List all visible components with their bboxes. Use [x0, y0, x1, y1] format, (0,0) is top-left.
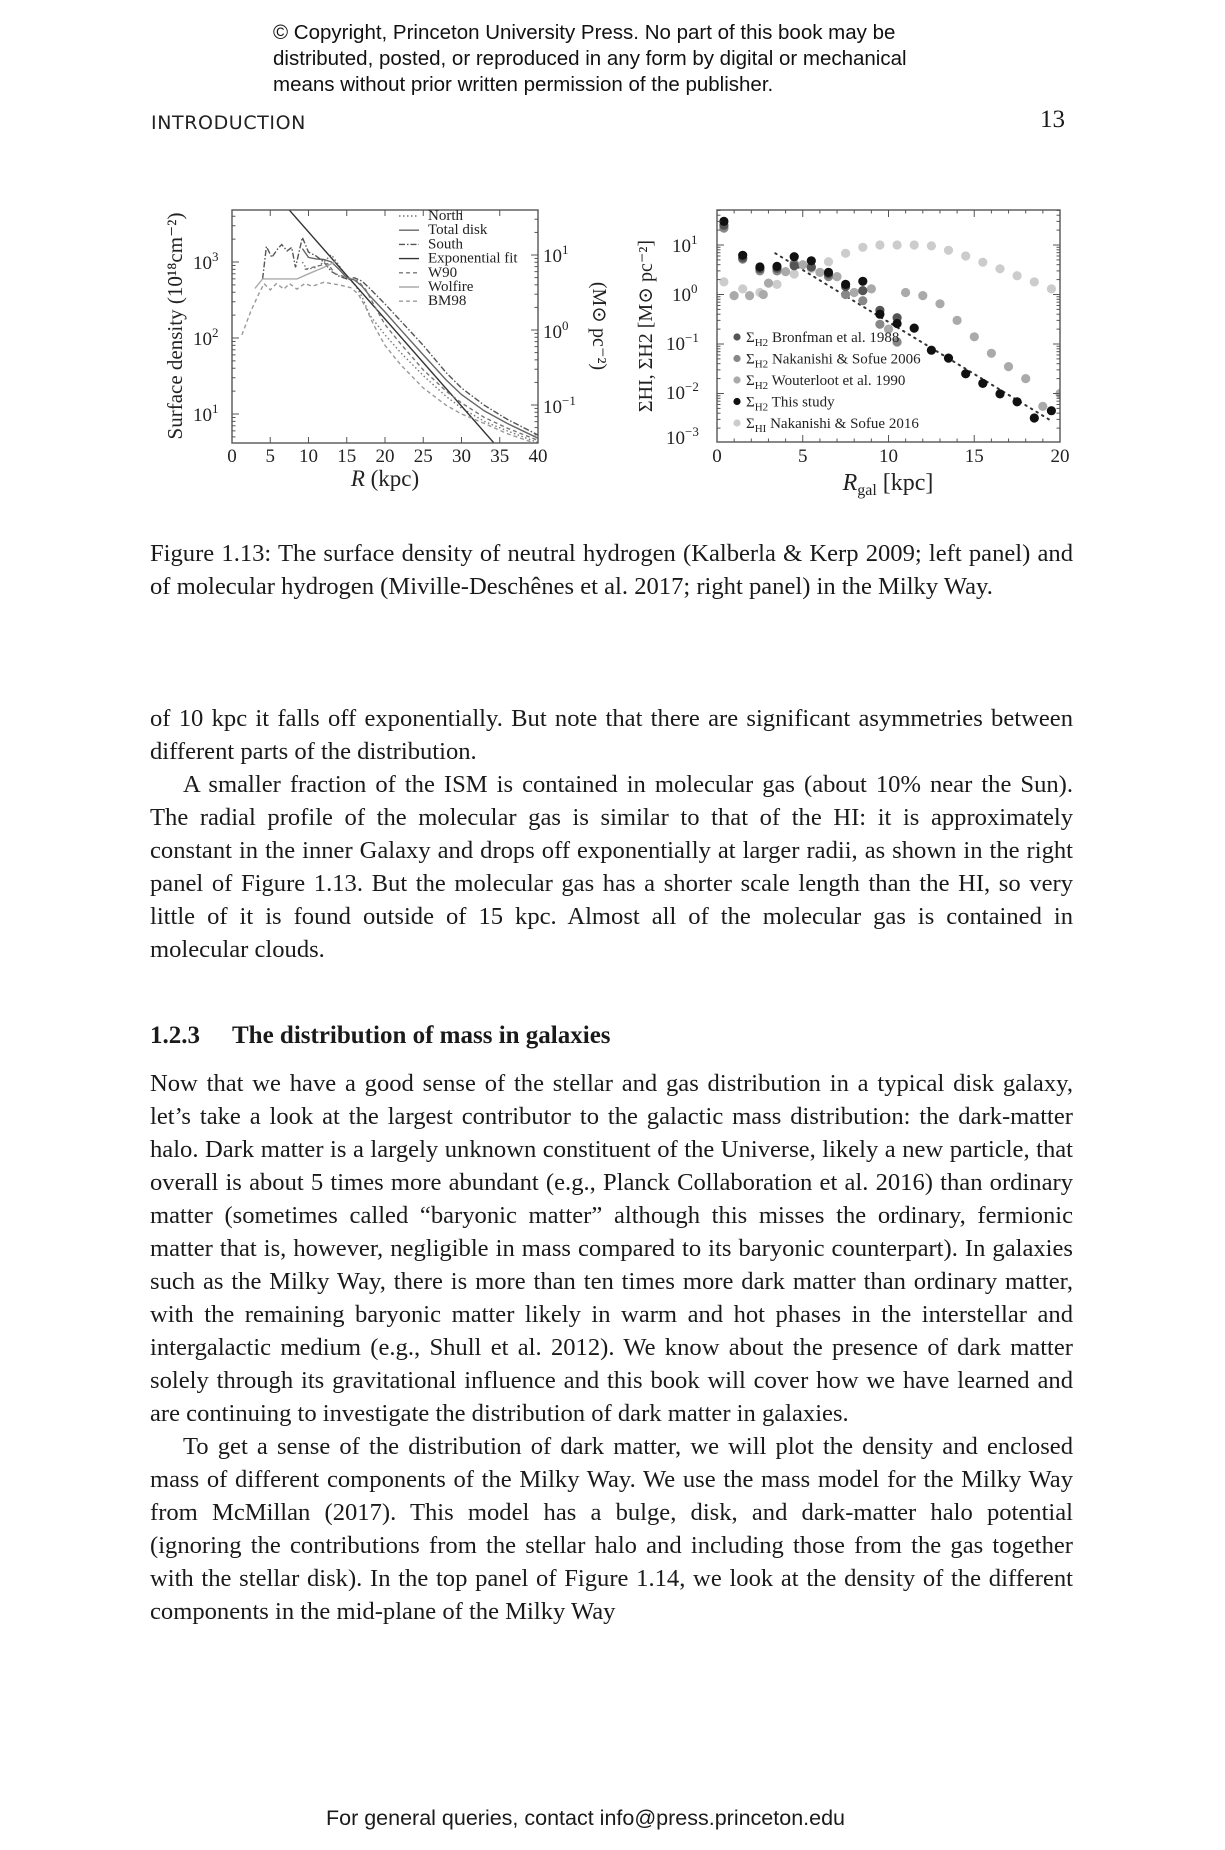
data-point [987, 349, 996, 358]
right-xlabel: $R_{gal}$ [kpc] [842, 470, 934, 499]
data-point [755, 262, 764, 271]
figure-caption [150, 537, 1073, 603]
section-heading [150, 1022, 611, 1050]
data-point [995, 264, 1004, 273]
svg-text:10−3: $10^{-3}$ [666, 424, 699, 449]
data-point [910, 324, 919, 333]
svg-text:0: 0 [712, 446, 722, 467]
svg-text:5: 5 [265, 446, 275, 467]
data-point [875, 320, 884, 329]
data-point [1004, 362, 1013, 371]
data-point [910, 240, 919, 249]
svg-text:101: $10^1$ [543, 242, 569, 267]
data-point [1021, 374, 1030, 383]
svg-text:35: 35 [490, 446, 510, 467]
data-point [1013, 271, 1022, 280]
data-point [745, 291, 754, 300]
data-point [790, 261, 799, 270]
data-point [978, 258, 987, 267]
section-number: 1.2.3 [150, 1022, 200, 1049]
svg-text:100: $10^0$ [672, 281, 698, 306]
right-ytick-labels [666, 232, 699, 449]
paragraph-2: A smaller fraction of the ISM is contained in molecular gas (about 10% near the Sun). The radial profile of the molecular gas is similar to that of the HI: it is approximately constant in the inner Galaxy and drops off exponentially at larger radii, as shown in the right panel of Figure 1.13. But the molecular gas has a shorter scale length than the HI, so very little of it is found outside of 15 kpc. Almost all of the molecular gas is contained in molecular clouds. [150, 771, 1073, 963]
data-point [1030, 413, 1039, 422]
svg-text:ΣHI Nakanishi & Sofue 2016: $\Sigma_{HI}$ Nakanishi & Sofue 2016 [746, 416, 919, 435]
data-point [790, 252, 799, 261]
left-ylabel-right: (M⊙ pc⁻²) [588, 281, 610, 371]
data-point [927, 241, 936, 250]
data-point [832, 272, 841, 281]
svg-text:20: 20 [375, 446, 395, 467]
svg-text:10−1: $10^{-1}$ [666, 330, 699, 355]
left-curves [242, 210, 538, 444]
svg-text:BM98: BM98 [428, 293, 467, 310]
right-ylabel: ΣHI, ΣH2 [M⊙ pc⁻²] [635, 239, 657, 413]
data-point [1013, 397, 1022, 406]
running-head: INTRODUCTION [151, 112, 306, 134]
svg-text:101: $10^1$ [193, 401, 219, 426]
svg-text:25: 25 [413, 446, 433, 467]
left-legend [399, 208, 518, 309]
left-ylabel: Surface density (10¹⁸cm⁻²) [163, 212, 187, 440]
data-point [858, 286, 867, 295]
svg-text:10: 10 [299, 446, 318, 467]
curve-total-disk [302, 249, 538, 439]
data-point [730, 291, 739, 300]
data-point [961, 251, 970, 260]
svg-text:10−1: $10^{-1}$ [543, 393, 576, 418]
data-point [798, 260, 807, 269]
svg-text:North: North [428, 208, 463, 224]
data-point [953, 316, 962, 325]
data-point [738, 251, 747, 260]
svg-text:10−2: $10^{-2}$ [666, 379, 699, 404]
paragraph-3: Now that we have a good sense of the stellar and gas distribution in a typical disk galaxy, let’s take a look at the largest contributor to the galactic mass distribution: the dark-matter halo. Dark matter is a largely unknown constituent of the Universe, likely a new particle, that overall is about 5 times more abundant (e.g., Planck Collaboration et al. 2016) than ordinary matter (sometimes called “baryonic matter” although this misses the ordinary, fermionic matter that is, however, negligible in mass compared to its baryonic counterpart). In galaxies such as the Milky Way, there is more than ten times more dark matter than ordinary matter, with the remaining baryonic matter likely in warm and hot phases in the interstellar and intergalactic medium (e.g., Shull et al. 2012). We know about the presence of dark matter solely through its gravitational influence and this book will cover how we have learned and are continuing to investigate the distribution of dark matter in galaxies. [150, 1070, 1073, 1427]
data-point [944, 246, 953, 255]
svg-text:15: 15 [337, 446, 357, 467]
svg-text:Total disk: Total disk [428, 222, 488, 239]
data-point [841, 249, 850, 258]
left-xtick-labels [227, 446, 547, 467]
left-ytick-labels [193, 249, 219, 426]
data-point [790, 269, 799, 278]
data-point [995, 389, 1004, 398]
data-point [858, 296, 867, 305]
svg-text:ΣH2 Wouterloot et al. 1990: $\Sigma_{H2}$ Wouterloot et al. 1990 [746, 373, 906, 392]
svg-text:10: 10 [879, 446, 898, 467]
data-point [901, 288, 910, 297]
svg-text:102: $10^2$ [193, 325, 219, 350]
svg-text:ΣH2 This study: $\Sigma_{H2}$ This study [746, 394, 835, 414]
copyright-line-3: means without prior written permission of the publisher. [273, 73, 774, 96]
left-panel [163, 208, 610, 491]
svg-text:30: 30 [452, 446, 471, 467]
copyright-line-2: distributed, posted, or reproduced in any form by digital or mechanical [273, 47, 907, 70]
data-point [807, 256, 816, 265]
data-point [764, 279, 773, 288]
svg-text:101: $10^1$ [672, 232, 698, 257]
data-point [858, 243, 867, 252]
data-point [944, 354, 953, 363]
svg-text:ΣH2 Bronfman et al. 1988: $\Sigma_{H2}$ Bronfman et al. 1988 [746, 330, 900, 349]
footer-contact: For general queries, contact info@press.princeton.edu [326, 1806, 846, 1830]
left-xlabel: R (kpc) [350, 466, 420, 491]
data-point [875, 240, 884, 249]
data-point [841, 290, 850, 299]
data-point [772, 280, 781, 289]
data-point [738, 284, 747, 293]
svg-text:40: 40 [528, 446, 548, 467]
right-panel [635, 210, 1070, 499]
right-xtick-labels [712, 446, 1069, 467]
data-point [918, 291, 927, 300]
data-point [858, 277, 867, 286]
data-point [970, 332, 979, 341]
data-point [875, 310, 884, 319]
data-point [772, 262, 781, 271]
data-point [978, 379, 987, 388]
data-point [824, 268, 833, 277]
left-plot-frame [232, 210, 538, 443]
data-point [893, 319, 902, 328]
data-point [719, 277, 728, 286]
data-point [1030, 277, 1039, 286]
paragraph-4: To get a sense of the distribution of dark matter, we will plot the density and enclosed mass of different components of the Milky Way. We use the mass model for the Milky Way from McMillan (2017). This model has a bulge, disk, and dark-matter halo potential (ignoring the contributions from the stellar halo and including those from the gas together with the stellar disk). In the top panel of Figure 1.14, we look at the density of the different components in the mid-plane of the Milky Way [150, 1433, 1073, 1625]
data-point [759, 290, 768, 299]
curve-bm98 [242, 282, 538, 444]
svg-text:20: 20 [1050, 446, 1070, 467]
body-section-2 [150, 1067, 1073, 1628]
data-point [841, 280, 850, 289]
copyright-line-1: © Copyright, Princeton University Press. No part of this book may be [273, 21, 896, 44]
svg-text:Wolfire: Wolfire [428, 279, 474, 295]
data-point [935, 299, 944, 308]
svg-text:ΣH2 Nakanishi & Sofue 2006: $\Sigma_{H2}$ Nakanishi & Sofue 2006 [746, 351, 921, 371]
data-point [1047, 406, 1056, 415]
left-axis-ticks [232, 210, 538, 443]
left-right-ytick-labels [543, 242, 576, 418]
data-point [893, 240, 902, 249]
svg-text:103: $10^3$ [193, 249, 219, 274]
data-point [719, 217, 728, 226]
data-point [927, 346, 936, 355]
right-points [719, 217, 1064, 423]
data-point [781, 267, 790, 276]
page-number: 13 [1040, 106, 1065, 133]
svg-text:South: South [428, 236, 464, 253]
svg-text:0: 0 [227, 446, 237, 467]
data-point [1038, 402, 1047, 411]
right-legend [733, 330, 921, 435]
curve-north [302, 255, 538, 443]
data-point [1047, 284, 1056, 293]
paragraph-1: of 10 kpc it falls off exponentially. But note that there are significant asymmetries between different parts of the distribution. [150, 705, 1073, 765]
data-point [961, 369, 970, 378]
svg-text:W90: W90 [428, 264, 458, 281]
svg-text:Exponential fit: Exponential fit [428, 250, 518, 267]
figure-1-13 [0, 0, 1225, 520]
section-title: The distribution of mass in galaxies [232, 1022, 611, 1049]
body-section-1 [150, 702, 1073, 966]
data-point [850, 288, 859, 297]
svg-text:100: $10^0$ [543, 318, 569, 343]
svg-text:15: 15 [964, 446, 984, 467]
data-point [824, 257, 833, 266]
svg-text:5: 5 [798, 446, 808, 467]
data-point [867, 284, 876, 293]
caption-text: Figure 1.13: The surface density of neutral hydrogen (Kalberla & Kerp 2009; left panel) and of molecular hydrogen (Miville-Deschênes et al. 2017; right panel) in the Milky Way. [150, 540, 1073, 600]
data-point [815, 268, 824, 277]
